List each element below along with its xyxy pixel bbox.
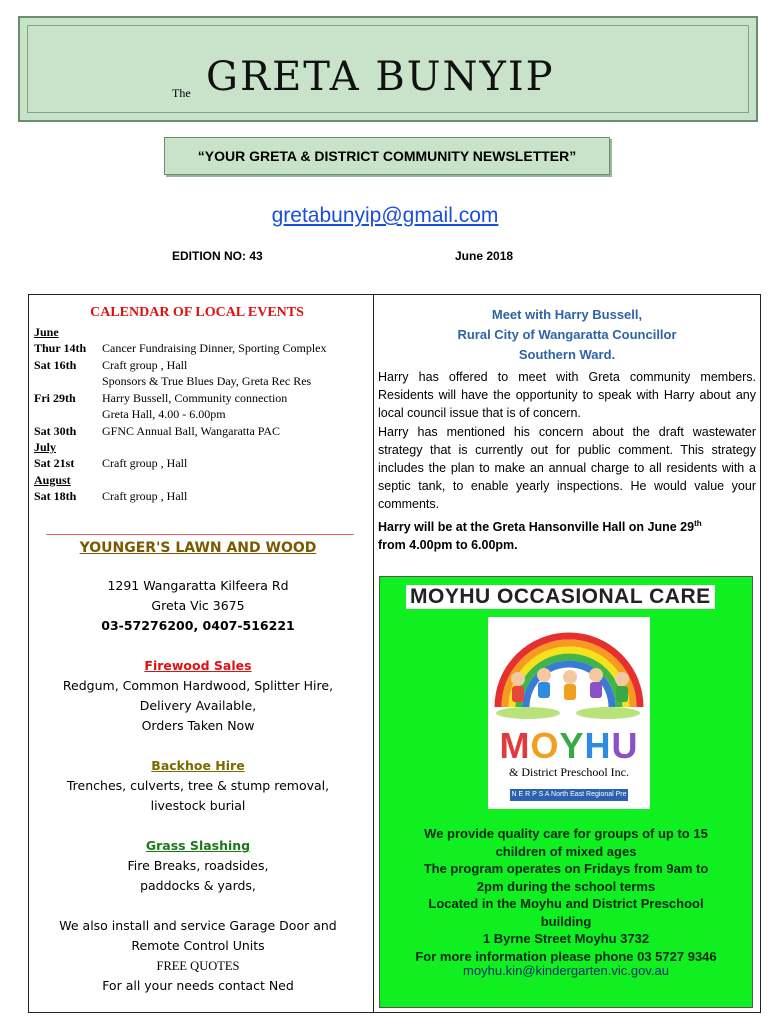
- meet-heading: Southern Ward.: [518, 347, 616, 362]
- event-date: Sat 21st: [34, 456, 75, 470]
- moyhu-details: [388, 825, 744, 965]
- moyhu-line: We provide quality care for groups of up to 15: [424, 826, 708, 841]
- logo-brand: MOYHU: [499, 725, 639, 766]
- event-row: [34, 373, 360, 390]
- event-row: [34, 390, 360, 407]
- event-text: Cancer Fundraising Dinner, Sporting Complex: [102, 341, 327, 355]
- event-row: [34, 423, 360, 440]
- firewood-text: Orders Taken Now: [141, 718, 255, 733]
- event-text: Craft group , Hall: [102, 488, 188, 503]
- moyhu-line: Located in the Moyhu and District Preschool: [428, 896, 704, 911]
- event-text: Craft group , Hall: [102, 357, 188, 372]
- preschool-logo: [488, 617, 650, 809]
- event-date: Sat 18th: [34, 488, 77, 503]
- garage-text: We also install and service Garage Door and: [59, 918, 337, 933]
- free-quotes: FREE QUOTES: [156, 959, 240, 973]
- meet-details-time: from 4.00pm to 6.00pm.: [378, 537, 518, 552]
- backhoe-text: livestock burial: [150, 798, 246, 813]
- meet-details-text: Harry will be at the Greta Hansonville Hall on June 29: [378, 519, 695, 534]
- event-date: [34, 406, 102, 423]
- rainbow-children-illustration: [488, 617, 650, 723]
- event-row: [34, 340, 360, 357]
- moyhu-line: building: [540, 913, 592, 929]
- grass-text: Fire Breaks, roadsides,: [127, 858, 269, 873]
- meet-details-sup: th: [694, 518, 702, 528]
- event-row: [34, 357, 360, 374]
- nerpsa-badge: N E R P S A North East Regional Pre School Association: [511, 791, 627, 810]
- logo-school-name: & District Preschool Inc.: [509, 765, 629, 779]
- grass-text: paddocks & yards,: [140, 878, 256, 893]
- event-date: Sat 30th: [34, 423, 77, 438]
- event-row: [34, 488, 360, 505]
- ad-address-line: 1291 Wangaratta Kilfeera Rd: [107, 578, 289, 593]
- moyhu-title: MOYHU OCCASIONAL CARE: [406, 585, 715, 609]
- moyhu-email-link[interactable]: moyhu.kin@kindergarten.vic.gov.au: [463, 963, 669, 978]
- event-text: Craft group , Hall: [102, 456, 188, 470]
- event-text: Sponsors & True Blues Day, Greta Rec Res: [102, 374, 312, 388]
- meet-heading: Rural City of Wangaratta Councillor: [457, 327, 677, 342]
- meet-paragraph: Harry has mentioned his concern about the draft wastewater strategy that is currently out for public comment. This strategy includes the plan to make an annual charge to all residents with a septic tank, to enable yearly inspections. He would value your comments.: [378, 424, 756, 512]
- lawn-wood-ad: [34, 536, 362, 996]
- month-heading: June: [34, 325, 59, 339]
- month-heading: August: [34, 472, 71, 487]
- event-date: Thur 14th: [34, 341, 87, 355]
- event-text: Harry Bussell, Community connection: [102, 390, 288, 405]
- moyhu-line: 2pm during the school terms: [476, 878, 656, 894]
- moyhu-line: For more information please phone 03 5727 9346: [415, 948, 717, 964]
- masthead: [18, 16, 758, 122]
- garage-text: Remote Control Units: [131, 938, 265, 953]
- event-text: Greta Hall, 4.00 - 6.00pm: [102, 407, 226, 421]
- backhoe-heading: Backhoe Hire: [151, 758, 245, 773]
- backhoe-text: Trenches, culverts, tree & stump removal,: [66, 778, 330, 793]
- column-divider: [373, 294, 374, 1013]
- moyhu-care-ad: [379, 576, 753, 1008]
- event-text: GFNC Annual Ball, Wangaratta PAC: [102, 423, 281, 438]
- firewood-text: Delivery Available,: [139, 698, 257, 713]
- section-rule: [46, 534, 354, 535]
- masthead-the: The: [172, 86, 191, 100]
- email-link[interactable]: gretabunyip@gmail.com: [271, 204, 499, 227]
- ad-address-line: Greta Vic 3675: [151, 598, 245, 613]
- grass-heading: Grass Slashing: [145, 838, 251, 853]
- newsletter-title: GRETA BUNYIP: [206, 54, 555, 100]
- contact-text: For all your needs contact Ned: [102, 978, 294, 993]
- event-row: [34, 406, 360, 423]
- event-date: [34, 373, 102, 390]
- meet-councillor: [378, 305, 756, 554]
- moyhu-line: 1 Byrne Street Moyhu 3732: [482, 931, 650, 946]
- moyhu-line: The program operates on Fridays from 9am to: [423, 861, 709, 876]
- moyhu-line: children of mixed ages: [495, 843, 637, 859]
- event-date: Fri 29th: [34, 390, 76, 405]
- month-heading: July: [34, 440, 57, 454]
- event-date: Sat 16th: [34, 357, 77, 372]
- meet-paragraph: Harry has offered to meet with Greta community members. Residents will have the opportunity to speak with Harry about any local council issue that is of concern.: [378, 370, 756, 421]
- calendar-title: CALENDAR OF LOCAL EVENTS: [90, 305, 304, 320]
- ad-title: YOUNGER'S LAWN AND WOOD: [79, 540, 317, 556]
- meet-details: [378, 515, 756, 554]
- ad-phones: 03-57276200, 0407-516221: [101, 618, 295, 633]
- calendar: [34, 305, 360, 504]
- firewood-heading: Firewood Sales: [144, 658, 252, 673]
- tagline-box: [164, 137, 610, 175]
- meet-heading: Meet with Harry Bussell,: [491, 307, 643, 322]
- firewood-text: Redgum, Common Hardwood, Splitter Hire,: [62, 678, 334, 693]
- event-row: [34, 455, 360, 472]
- tagline: “YOUR GRETA & DISTRICT COMMUNITY NEWSLETTER”: [197, 148, 577, 164]
- edition-date: June 2018: [455, 249, 514, 263]
- edition-number: EDITION NO: 43: [172, 249, 263, 263]
